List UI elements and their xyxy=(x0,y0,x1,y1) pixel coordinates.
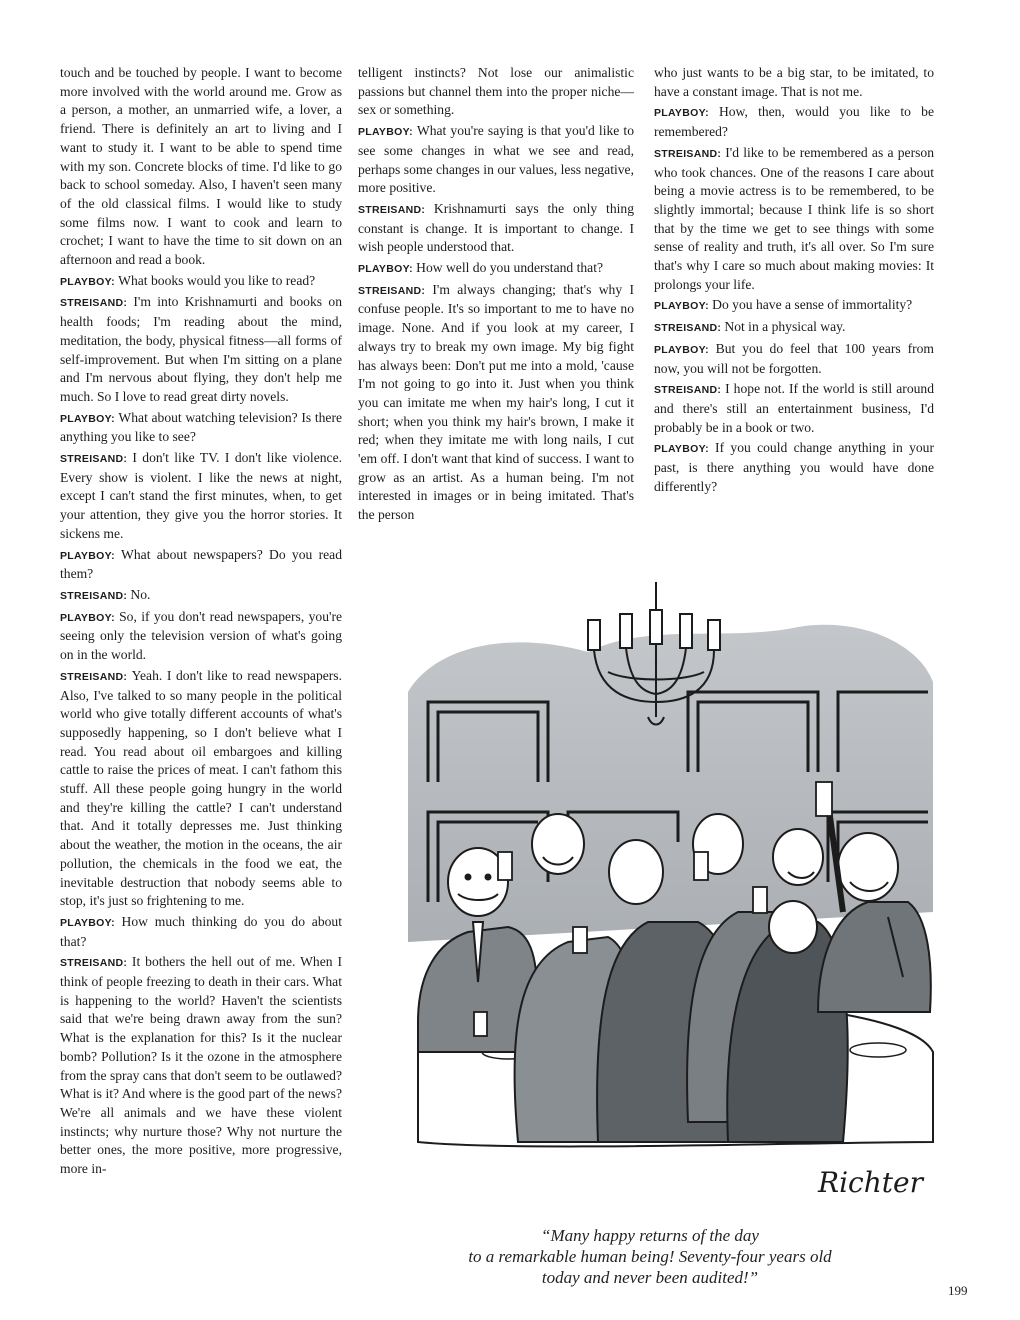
paragraph-text: I'd like to be remembered as a person who took chances. One of the reasons I care about being a movie actress is to be remembered, to be slightly immortal; because I think life is so short that by the time we get to see things with some sense of reality and truth, it's all over. So I'm sure that's why I care so much about making movies: It prolongs your life. xyxy=(654,144,934,292)
paragraph-text: I'm into Krishnamurti and books on health foods; I'm reading about the mind, meditation, the body, physical fitness—all forms of self-improvement. But when I'm sitting on a plane and I'm nervous about flying, they don't help me much. So I love to read great dirty novels. xyxy=(60,294,342,404)
caption-line-2: to a remarkable human being! Seventy-four years old xyxy=(468,1247,832,1266)
cartoon-illustration xyxy=(398,582,938,1212)
text-column-2 xyxy=(358,64,634,527)
speaker-label: PLAYBOY: xyxy=(654,443,709,456)
paragraph-text: What books would you like to read? xyxy=(118,272,316,288)
interview-paragraph xyxy=(358,122,634,198)
speaker-label: PLAYBOY: xyxy=(358,126,413,139)
paragraph-text: I'm always changing; that's why I confuse people. It's so important to me to have no image. None. And if you look at my career, I always try to break my own image. My big fight has always been: Don't put me into a mold, 'cause I'm not going to go into it. Just when you think you can imitate me when my hair's long, I cut it short; when you think my hair's brown, I make it red; when they imitate me with long nails, I cut 'em off. I don't want that kind of success. I want to grow as an artist. As a human being. I'm not interested in images or in being imitated. That's the person xyxy=(358,281,635,523)
interview-paragraph xyxy=(60,409,342,447)
speaker-label: STREISAND: xyxy=(60,957,128,970)
paragraph-text: I don't like TV. I don't like violence. Every show is violent. I like the news at night, except I can't stand the first minutes, when, to get your attention, they give you the horror stories. It sickens me. xyxy=(60,450,343,541)
interview-paragraph xyxy=(60,449,342,544)
paragraph-text: It bothers the hell out of me. When I think of people freezing to death in their cars. What is happening to the world? Haven't the scientists said that we're being drawn away from the sun? What is the explanation for this? Is it the nuclear bomb? Pollution? Is it the ozone in the atmosphere from the spray cans that don't seem to be outlawed? What is it? And where is the good part of the news? We're all animals and we have these violent instincts; why nurture those? Why not nurture the better ones, the more positive, more progressive, more in- xyxy=(60,954,342,1177)
paragraph-text: telligent instincts? Not lose our animalistic passions but channel them into the proper niche—sex or something. xyxy=(358,65,634,118)
speaker-label: STREISAND: xyxy=(654,322,722,335)
paragraph-text: How, then, would you like to be remembered? xyxy=(654,104,934,140)
speaker-label: STREISAND: xyxy=(60,589,128,602)
interview-paragraph xyxy=(358,64,634,120)
paragraph-text: Krishnamurti says the only thing constant is change. It is important to change. I wish people understood that. xyxy=(358,200,634,255)
speaker-label: PLAYBOY: xyxy=(60,549,115,562)
paragraph-text: What about newspapers? Do you read them? xyxy=(60,546,343,582)
speaker-label: PLAYBOY: xyxy=(60,916,115,929)
paragraph-text: Yeah. I don't like to read newspapers. Also, I've talked to so many people in the political world who give totally different accounts of what's supposedly happening, so I don't believe what I read. You read about oil embargoes and killing cattle to raise the prices of meat. I can't fathom this stuff. All these people going hungry in the world and they're killing the cattle? I can't understand that. And it totally depresses me. Just thinking about the weather, the motion in the oceans, the air pollution, the chemicals in the food we eat, the inevitable destruction that nobody seems able to stop, it's just so frightening to me. xyxy=(60,667,342,909)
speaker-label: STREISAND: xyxy=(654,384,722,397)
paragraph-text: How well do you understand that? xyxy=(416,260,604,276)
interview-paragraph xyxy=(60,608,342,665)
speaker-label: PLAYBOY: xyxy=(654,107,709,120)
interview-paragraph xyxy=(654,296,934,316)
text-column-3 xyxy=(654,64,934,498)
paragraph-text: So, if you don't read newspapers, you're seeing only the television version of what's going on in the world. xyxy=(60,608,343,663)
interview-paragraph xyxy=(60,293,342,406)
paragraph-text: Do you have a sense of immortality? xyxy=(712,297,913,313)
speaker-label: PLAYBOY: xyxy=(654,300,709,313)
interview-paragraph xyxy=(654,439,934,496)
interview-paragraph xyxy=(358,259,634,279)
interview-paragraph xyxy=(358,281,634,525)
interview-paragraph xyxy=(654,64,934,101)
interview-paragraph xyxy=(654,380,934,437)
text-column-1 xyxy=(60,64,342,1181)
interview-paragraph xyxy=(60,546,342,584)
speaker-label: PLAYBOY: xyxy=(60,412,115,425)
interview-paragraph xyxy=(654,103,934,141)
interview-paragraph xyxy=(60,64,342,270)
speaker-label: STREISAND: xyxy=(60,670,128,683)
speaker-label: STREISAND: xyxy=(60,297,128,310)
paragraph-text: touch and be touched by people. I want to become more involved with the world around me. Grow as a person, a mother, an unmarried wife, a lover, a friend. There is definitely an art to living and I want to study it. I want to be able to spend time with my son. Concrete blocks of time. I'd like to go back to school someday. Also, I haven't seen many of the old classical films. I would like to study some films now. I want to cook and learn to crochet; I want to have the time to sit down on an afternoon and read a book. xyxy=(60,65,342,268)
cartoon-caption xyxy=(400,1225,900,1288)
paragraph-text: What about watching television? Is there anything you like to see? xyxy=(60,409,343,445)
interview-paragraph xyxy=(654,340,934,378)
interview-paragraph xyxy=(60,667,342,911)
interview-paragraph xyxy=(60,913,342,951)
interview-paragraph xyxy=(654,318,934,338)
paragraph-text: I hope not. If the world is still around and there's still an entertainment business, I'd probably be in a book or two. xyxy=(654,381,935,435)
paragraph-text: who just wants to be a big star, to be imitated, to have a constant image. That is not me. xyxy=(654,65,934,99)
interview-paragraph xyxy=(60,953,342,1178)
speaker-label: PLAYBOY: xyxy=(60,275,115,288)
paragraph-text: What you're saying is that you'd like to see some changes in what we see and read, perhaps some changes in our values, less negative, more positive. xyxy=(358,123,634,196)
interview-paragraph xyxy=(60,272,342,292)
speaker-label: STREISAND: xyxy=(358,284,426,297)
paragraph-text: No. xyxy=(130,586,151,602)
speaker-label: STREISAND: xyxy=(654,147,722,160)
speaker-label: PLAYBOY: xyxy=(358,263,413,276)
speaker-label: PLAYBOY: xyxy=(60,611,115,624)
speaker-label: PLAYBOY: xyxy=(654,343,709,356)
page-number: 199 xyxy=(948,1283,968,1298)
paragraph-text: How much thinking do you do about that? xyxy=(60,913,342,949)
artist-signature: Richter xyxy=(818,1166,923,1199)
caption-line-1: “Many happy returns of the day xyxy=(541,1226,759,1245)
paragraph-text: If you could change anything in your past, is there anything you would have done differently? xyxy=(654,440,935,494)
interview-paragraph xyxy=(358,200,634,257)
caption-line-3: today and never been audited!” xyxy=(541,1268,759,1287)
speaker-label: STREISAND: xyxy=(358,203,426,216)
interview-paragraph xyxy=(654,144,934,295)
paragraph-text: But you do feel that 100 years from now, you will not be forgotten. xyxy=(654,340,935,376)
speaker-label: STREISAND: xyxy=(60,453,128,466)
interview-paragraph xyxy=(60,586,342,606)
paragraph-text: Not in a physical way. xyxy=(724,319,846,335)
